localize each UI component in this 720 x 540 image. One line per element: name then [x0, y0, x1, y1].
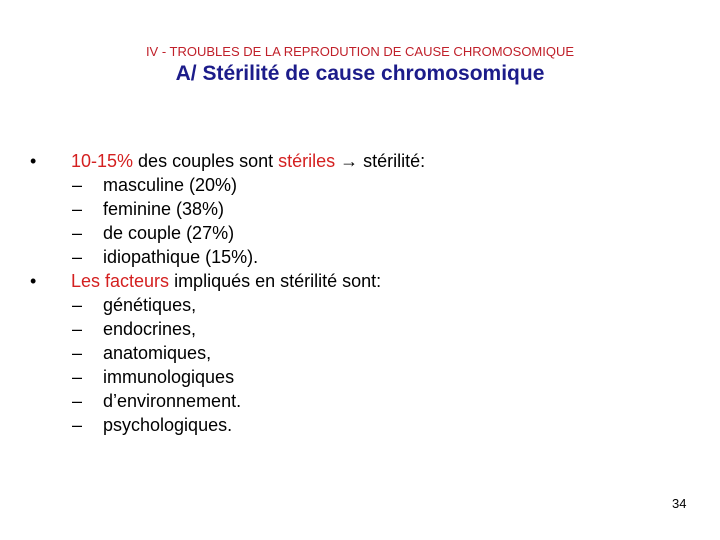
highlight-steriles: stériles — [278, 151, 336, 171]
sub-item — [72, 413, 233, 437]
sub-text: génétiques, — [103, 295, 197, 315]
highlight-facteurs: Les facteurs — [71, 271, 170, 291]
sub-item — [72, 221, 235, 245]
dash-marker: – — [72, 175, 83, 195]
dash-marker: – — [72, 223, 83, 243]
sub-text: masculine (20%) — [103, 175, 238, 195]
dash-marker: – — [72, 319, 83, 339]
text: des couples sont — [133, 151, 279, 171]
dash-marker: – — [72, 367, 83, 387]
dash-marker: – — [72, 343, 83, 363]
sub-text: feminine (38%) — [103, 199, 225, 219]
dash-marker: – — [72, 415, 83, 435]
sub-item — [72, 197, 225, 221]
section-header: IV - TROUBLES DE LA REPRODUTION DE CAUSE CHROMOSOMIQUE — [145, 44, 575, 59]
bullet-marker: • — [30, 271, 37, 291]
slide-title: A/ Stérilité de cause chromosomique — [175, 62, 545, 85]
sub-text: idiopathique (15%). — [103, 247, 259, 267]
dash-marker: – — [72, 295, 83, 315]
page-number: 34 — [672, 496, 687, 511]
sub-text: de couple (27%) — [103, 223, 235, 243]
sub-text: endocrines, — [103, 319, 197, 339]
text: → stérilité: — [335, 151, 426, 171]
dash-marker: – — [72, 247, 83, 267]
sub-item — [72, 389, 242, 413]
sub-item — [72, 317, 197, 341]
text: impliqués en stérilité sont: — [169, 271, 382, 291]
sub-text: anatomiques, — [103, 343, 212, 363]
bullet-2 — [30, 269, 382, 293]
bullet-1 — [30, 149, 426, 173]
bullet-marker: • — [30, 151, 37, 171]
sub-item — [72, 293, 197, 317]
sub-item — [72, 173, 238, 197]
sub-text: immunologiques — [103, 367, 235, 387]
sub-text: d’environnement. — [103, 391, 242, 411]
sub-item — [72, 245, 259, 269]
dash-marker: – — [72, 199, 83, 219]
sub-item — [72, 341, 212, 365]
highlight-percent: 10-15% — [71, 151, 134, 171]
sub-text: psychologiques. — [103, 415, 233, 435]
dash-marker: – — [72, 391, 83, 411]
sub-item — [72, 365, 235, 389]
